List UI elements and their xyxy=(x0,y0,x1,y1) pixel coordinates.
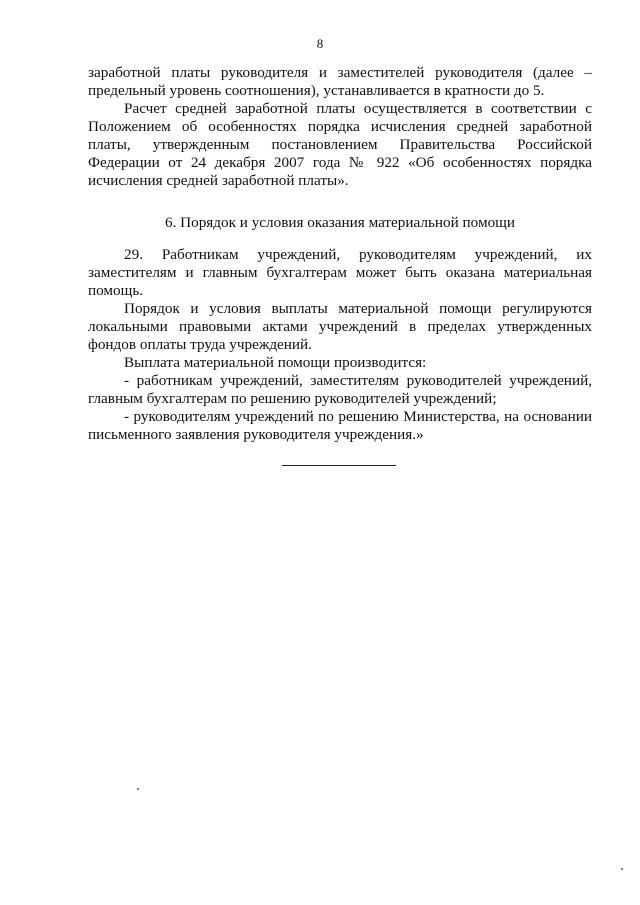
scan-speck xyxy=(137,788,139,790)
paragraph-ratio-continuation: заработной платы руководителя и заместителей руководителя (далее – предельный уровень соотношения), устанавливается в кратности до 5. xyxy=(88,64,592,99)
section-heading: 6. Порядок и условия оказания материальной помощи xyxy=(164,214,516,231)
list-item-heads: - руководителям учреждений по решению Министерства, на основании письменного заявления руководителя учреждения.» xyxy=(88,408,592,443)
document-body xyxy=(88,64,592,444)
scan-speck xyxy=(621,868,623,870)
page-number: 8 xyxy=(316,36,324,51)
paragraph-payment-intro: Выплата материальной помощи производится: xyxy=(124,354,427,371)
paragraph-payment-procedure: Порядок и условия выплаты материальной помощи регулируются локальными правовыми актами учреждений в пределах утвержденных фондов оплаты труда учреждений. xyxy=(88,300,592,353)
closing-rule xyxy=(282,465,396,466)
paragraph-average-salary: Расчет средней заработной платы осуществляется в соответствии с Положением об особенностях порядка исчисления средней заработной платы, утвержденным постановлением Правительства Российской Федерации от 24 декабря 2007 года № 922 «Об особенностях порядка исчисления средней заработной платы». xyxy=(88,100,592,189)
paragraph-item-29: 29. Работникам учреждений, руководителям учреждений, их заместителям и главным бухгалтерам может быть оказана материальная помощь. xyxy=(88,246,592,299)
list-item-employees: - работникам учреждений, заместителям руководителей учреждений, главным бухгалтерам по решению руководителей учреждений; xyxy=(88,372,592,407)
